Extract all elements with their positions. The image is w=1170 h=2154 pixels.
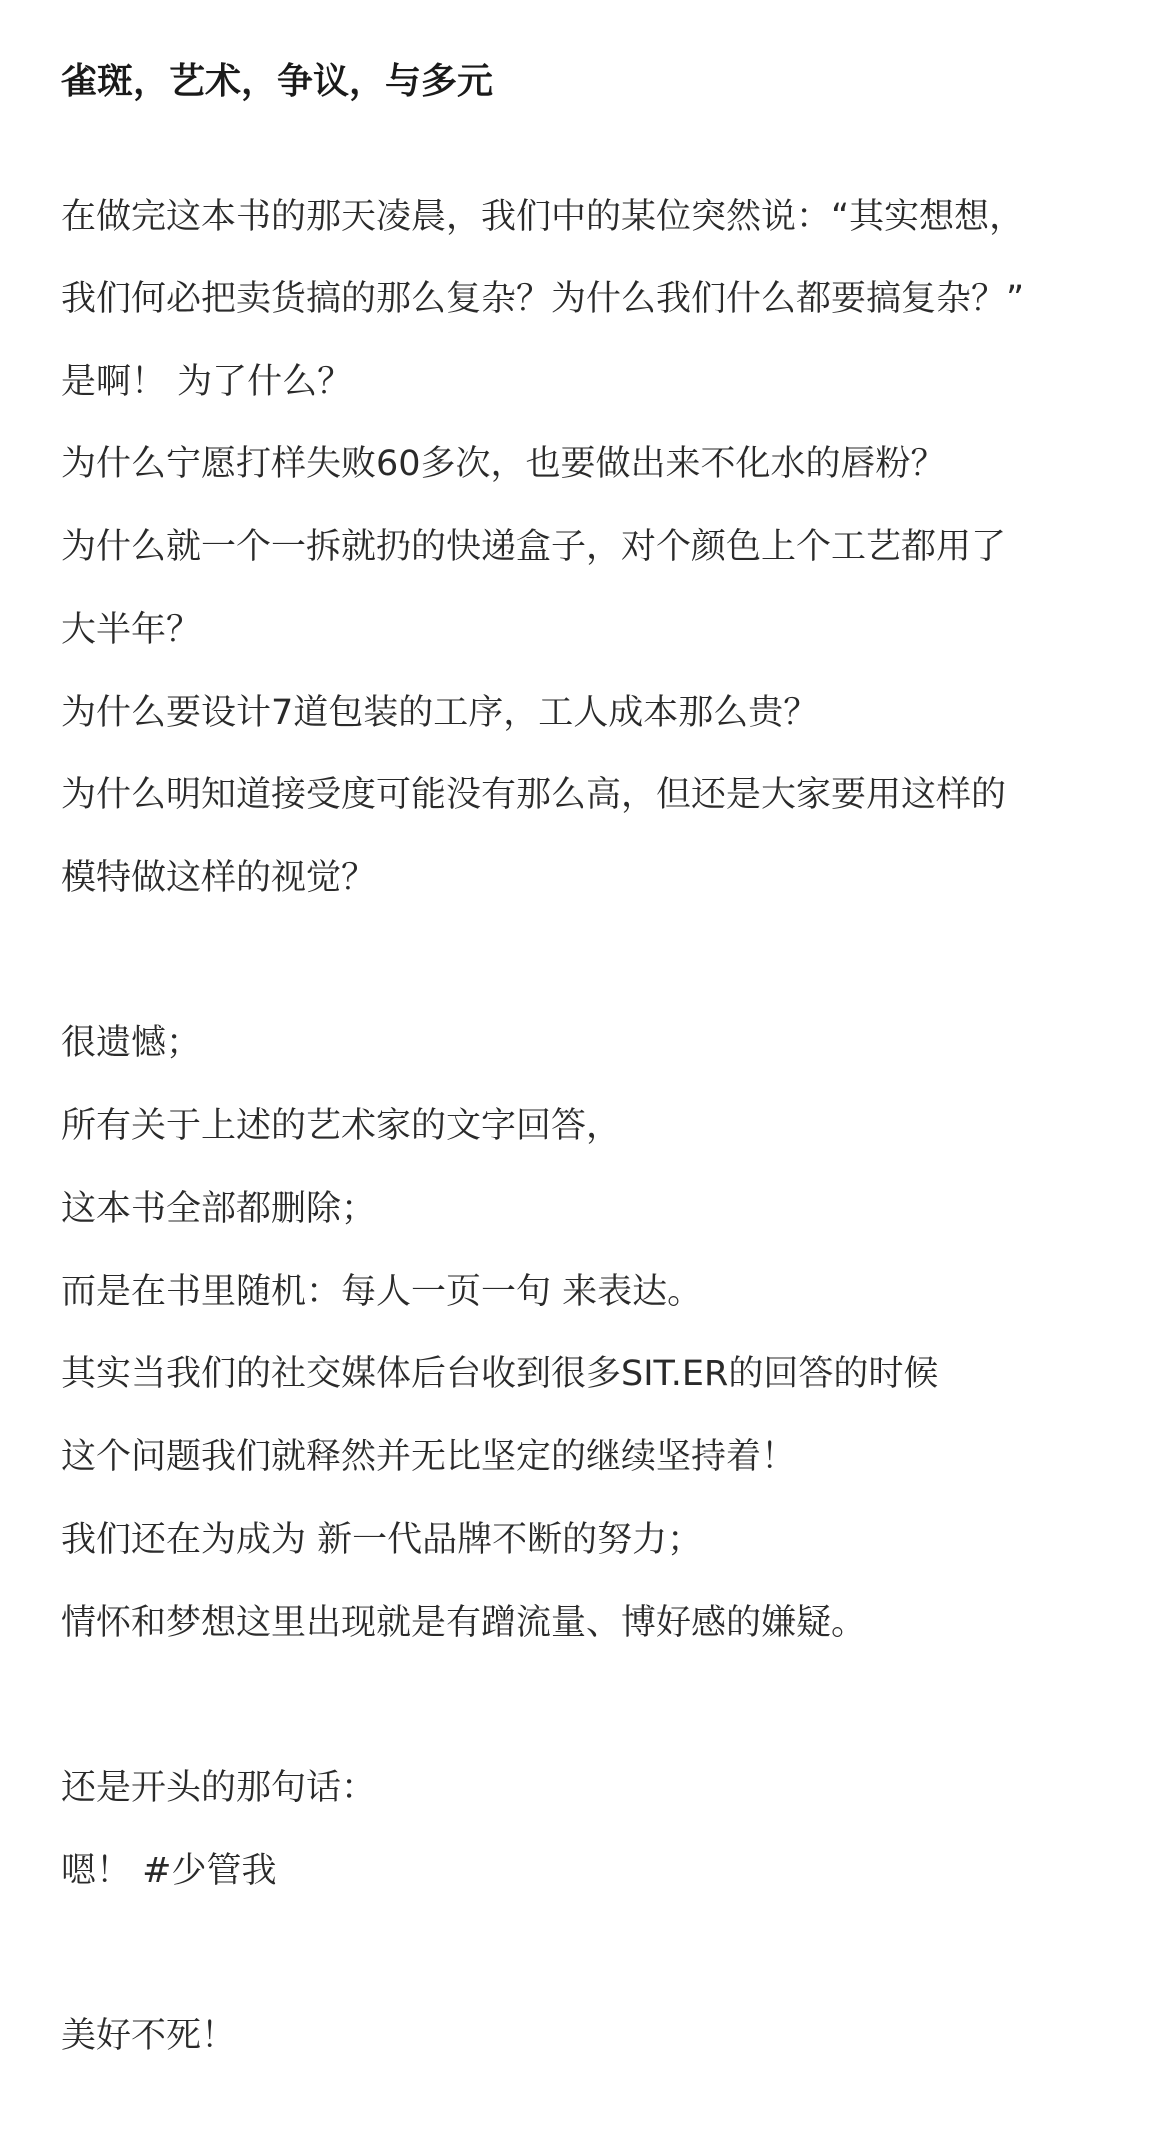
paragraph-line: 嗯！ #少管我 xyxy=(61,1851,277,1891)
paragraph-line: 还是开头的那句话： xyxy=(61,1768,377,1808)
paragraph-line: 而是在书里随机：每人一页一句 来表达。 xyxy=(61,1272,703,1312)
paragraph-line: 为什么要设计7道包装的工序，工人成本那么贵？ xyxy=(61,693,819,733)
paragraph-line: 为什么就一个一拆就扔的快递盒子，对个颜色上个工艺都用了 xyxy=(61,527,1007,567)
paragraph-line: 这本书全部都删除； xyxy=(61,1189,377,1229)
paragraph-line: 我们还在为成为 新一代品牌不断的努力； xyxy=(61,1520,703,1560)
paragraph-line: 为什么宁愿打样失败60多次，也要做出来不化水的唇粉？ xyxy=(61,444,946,484)
paragraph-line: 这个问题我们就释然并无比坚定的继续坚持着！ xyxy=(61,1437,797,1477)
paragraph-line: 模特做这样的视觉？ xyxy=(61,858,377,898)
paragraph-line: 美好不死！ xyxy=(61,2016,237,2056)
paragraph-line: 很遗憾； xyxy=(61,1023,202,1063)
paragraph-line: 在做完这本书的那天凌晨，我们中的某位突然说：“其实想想， xyxy=(61,197,1025,237)
paragraph-line: 是啊！ 为了什么？ xyxy=(61,362,353,402)
paragraph-line: 其实当我们的社交媒体后台收到很多SIT.ER的回答的时候 xyxy=(61,1354,939,1394)
paragraph-line: 所有关于上述的艺术家的文字回答， xyxy=(61,1106,622,1146)
paragraph-line: 为什么明知道接受度可能没有那么高，但还是大家要用这样的 xyxy=(61,775,1007,815)
paragraph-line: 我们何必把卖货搞的那么复杂？为什么我们什么都要搞复杂？” xyxy=(61,279,1025,319)
paragraph-line: 大半年？ xyxy=(61,610,202,650)
article-title: 雀斑，艺术，争议，与多元 xyxy=(61,61,494,102)
paragraph-line: 情怀和梦想这里出现就是有蹭流量、博好感的嫌疑。 xyxy=(61,1603,867,1643)
